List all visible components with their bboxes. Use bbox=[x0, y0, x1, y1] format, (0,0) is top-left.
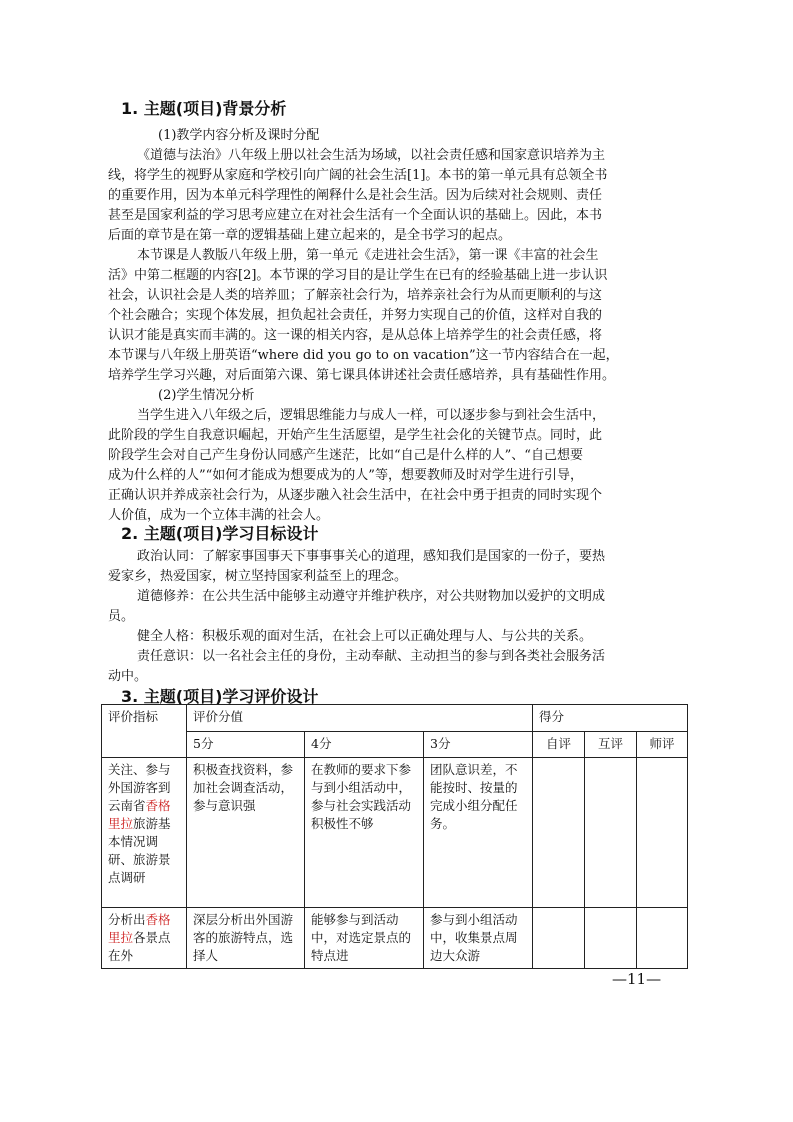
paragraph-line: 后面的章节是在第一章的逻辑基础上建立起来的，是全书学习的起点。 bbox=[108, 228, 512, 243]
table-subheader-row bbox=[102, 732, 688, 758]
header-self-eval: 自评 bbox=[533, 732, 585, 758]
goal-line: 道德修养：在公共生活中能够主动遵守并维护秩序，对公共财物加以爱护的文明成 bbox=[137, 589, 606, 604]
section1-heading: 1. 主题(项目)背景分析 bbox=[121, 99, 287, 118]
paragraph-line: 正确认识并养成亲社会行为，从逐步融入社会生活中，在社会中勇于担责的同时实现个 bbox=[108, 488, 603, 503]
evaluation-table bbox=[101, 704, 688, 969]
header-3-points: 3分 bbox=[424, 732, 533, 758]
paragraph-line: 培养学生学习兴趣，对后面第六课、第七课具体讲述社会责任感培养，具有基础性作用。 bbox=[108, 368, 616, 383]
paragraph-line: 此阶段的学生自我意识崛起，开始产生生活愿望，是学生社会化的关键节点。同时，此 bbox=[108, 428, 603, 443]
goal-line: 责任意识：以一名社会主任的身份，主动奉献、主动担当的参与到各类社会服务活 bbox=[137, 649, 606, 664]
paragraph-line: 《道德与法治》八年级上册以社会生活为场域，以社会责任感和国家意识培养为主 bbox=[137, 148, 606, 163]
paragraph-line: 本节课是人教版八年级上册，第一单元《走进社会生活》，第一课《丰富的社会生 bbox=[137, 248, 599, 263]
paragraph-line: 个社会融合；实现个体发展，担负起社会责任，并努力实现自己的价值，这样对自我的 bbox=[108, 308, 603, 323]
teacher-eval-cell[interactable] bbox=[637, 908, 688, 969]
highlight-place-name: 香格里拉 bbox=[108, 912, 171, 945]
header-indicator: 评价指标 bbox=[102, 705, 187, 758]
goal-line: 动中。 bbox=[108, 669, 148, 684]
goal-line: 爱家乡，热爱国家，树立坚持国家利益至上的理念。 bbox=[108, 569, 408, 584]
score-4-cell: 在教师的要求下参与到小组活动中，参与社会实践活动积极性不够 bbox=[305, 758, 424, 908]
header-score: 得分 bbox=[533, 705, 688, 732]
indicator-cell bbox=[102, 908, 187, 969]
header-score-value: 评价分值 bbox=[187, 705, 533, 732]
score-4-cell: 能够参与到活动中，对选定景点的特点进 bbox=[305, 908, 424, 969]
teacher-eval-cell[interactable] bbox=[637, 758, 688, 908]
header-4-points: 4分 bbox=[305, 732, 424, 758]
paragraph-line: 成为什么样的人”“如何才能成为想要成为的人”等，想要教师及时对学生进行引导， bbox=[108, 468, 583, 483]
goal-line: 员。 bbox=[108, 609, 135, 624]
subheading-student-analysis: (2)学生情况分析 bbox=[158, 388, 255, 403]
indicator-cell bbox=[102, 758, 187, 908]
table-header-row bbox=[102, 705, 688, 732]
goal-line: 健全人格：积极乐观的面对生活，在社会上可以正确处理与人、与公共的关系。 bbox=[137, 629, 593, 644]
section2-heading: 2. 主题(项目)学习目标设计 bbox=[121, 524, 319, 543]
paragraph-line: 的重要作用，因为本单元科学理性的阐释什么是社会生活。因为后续对社会规则、责任 bbox=[108, 188, 603, 203]
page-number: —11— bbox=[612, 970, 662, 988]
self-eval-cell[interactable] bbox=[533, 758, 585, 908]
section3-heading: 3. 主题(项目)学习评价设计 bbox=[121, 687, 319, 706]
paragraph-line: 人价值，成为一个立体丰满的社会人。 bbox=[108, 508, 330, 523]
goal-line: 政治认同：了解家事国事天下事事事关心的道理，感知我们是国家的一份子，要热 bbox=[137, 549, 606, 564]
mutual-eval-cell[interactable] bbox=[585, 908, 637, 969]
indicator-text: 旅游基本情况调研、旅游景点调研 bbox=[108, 816, 171, 885]
indicator-text: 分析出 bbox=[108, 912, 146, 927]
indicator-text: 各景点在外 bbox=[108, 930, 171, 963]
header-mutual-eval: 互评 bbox=[585, 732, 637, 758]
score-3-cell: 团队意识差，不能按时、按量的完成小组分配任务。 bbox=[424, 758, 533, 908]
paragraph-line: 活》中第二框题的内容[2]。本节课的学习目的是让学生在已有的经验基础上进一步认识 bbox=[108, 268, 608, 283]
mutual-eval-cell[interactable] bbox=[585, 758, 637, 908]
paragraph-line: 当学生进入八年级之后，逻辑思维能力与成人一样，可以逐步参与到社会生活中， bbox=[137, 408, 606, 423]
paragraph-line: 甚至是国家利益的学习思考应建立在对社会生活有一个全面认识的基础上。因此，本书 bbox=[108, 208, 603, 223]
paragraph-line: 社会，认识社会是人类的培养皿；了解亲社会行为，培养亲社会行为从而更顺利的与这 bbox=[108, 288, 603, 303]
score-3-cell: 参与到小组活动中，收集景点周边大众游 bbox=[424, 908, 533, 969]
header-teacher-eval: 师评 bbox=[637, 732, 688, 758]
self-eval-cell[interactable] bbox=[533, 908, 585, 969]
paragraph-line: 阶段学生会对自己产生身份认同感产生迷茫，比如“自己是什么样的人”、“自己想要 bbox=[108, 448, 583, 463]
table-row bbox=[102, 908, 688, 969]
table-row bbox=[102, 758, 688, 908]
header-5-points: 5分 bbox=[187, 732, 305, 758]
highlight-place-name: 香格里拉 bbox=[108, 798, 171, 831]
subheading-content-analysis: (1)教学内容分析及课时分配 bbox=[158, 128, 320, 143]
score-5-cell: 深层分析出外国游客的旅游特点，选择人 bbox=[187, 908, 305, 969]
paragraph-line: 线，将学生的视野从家庭和学校引向广阔的社会生活[1]。本书的第一单元具有总领全书 bbox=[108, 168, 608, 183]
indicator-text: 关注、参与外国游客到云南省 bbox=[108, 762, 171, 813]
score-5-cell: 积极查找资料，参加社会调查活动，参与意识强 bbox=[187, 758, 305, 908]
paragraph-line: 本节课与八年级上册英语“where did you go to on vacation”这一节内容结合在一起， bbox=[108, 348, 619, 363]
paragraph-line: 认识才能是真实而丰满的。这一课的相关内容，是从总体上培养学生的社会责任感，将 bbox=[108, 328, 603, 343]
